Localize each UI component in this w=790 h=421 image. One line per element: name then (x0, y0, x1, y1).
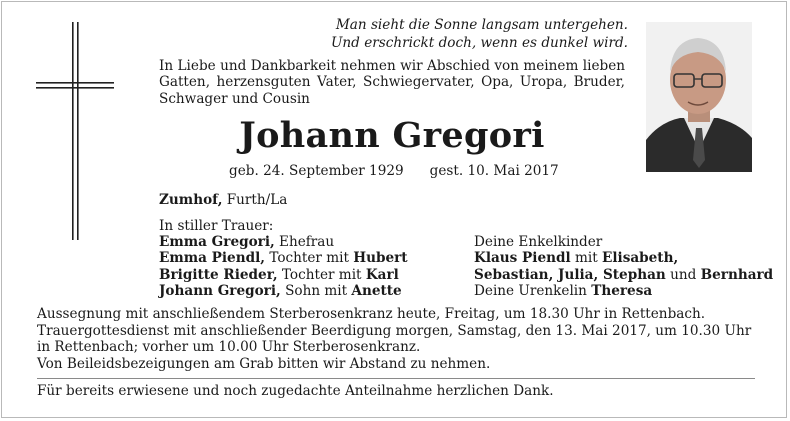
mourner-line (159, 234, 408, 250)
death-date: gest. 10. Mai 2017 (429, 163, 559, 179)
mourner-names: Sebastian, Julia, Stephan (474, 266, 666, 283)
service-line: Trauergottesdienst mit anschließender Beerdigung morgen, Samstag, den 13. Mai 2017, um 10.30 Uhr in Rettenbach; vorher um 10.00 Uhr Sterberosenkranz. (37, 322, 752, 356)
portrait-photo (646, 22, 752, 172)
mourners-left (159, 234, 408, 300)
mourner-partner: Anette (351, 283, 402, 300)
residence (159, 191, 287, 209)
intro-text: In Liebe und Dankbarkeit nehmen wir Abschied von meinem lieben Gatten, herzensguten Vater, Schwiegervater, Opa, Uropa, Bruder, Schwager und Cousin (159, 58, 625, 107)
mourner-relation: Sohn mit (280, 283, 352, 300)
service-line: Aussegnung mit anschließendem Sterberosenkranz heute, Freitag, um 18.30 Uhr in Rettenbach. (37, 306, 706, 322)
service-line: Von Beileidsbezeigungen am Grab bitten wir Abstand zu nehmen. (37, 355, 491, 372)
mourner-partner: Hubert (353, 250, 408, 267)
mourner-name: Klaus Piendl (474, 250, 571, 267)
mourner-name: Emma Piendl, (159, 250, 265, 267)
mourner-relation: Tochter mit (265, 250, 354, 267)
mourner-line (159, 267, 408, 283)
deceased-name: Johann Gregori (239, 115, 545, 156)
mourner-name: Johann Gregori, (159, 283, 281, 300)
great-granddaughter-label: Deine Urenkelin (474, 283, 592, 300)
mourner-partner: Elisabeth, (602, 250, 679, 267)
mourners-right (474, 234, 773, 300)
mourner-partner: Karl (365, 266, 399, 283)
mourner-name: Brigitte Rieder, (159, 266, 278, 283)
mourner-name: Theresa (591, 283, 653, 300)
cross-icon (36, 22, 114, 240)
mourner-line (159, 283, 408, 299)
life-dates (229, 162, 559, 180)
mourner-line (474, 267, 773, 283)
mourner-relation: mit (570, 250, 602, 267)
mourner-relation: Tochter mit (277, 266, 366, 283)
residence-town: Furth/La (222, 192, 288, 208)
mourning-heading: In stiller Trauer: (159, 218, 274, 234)
quote-line-2: Und erschrickt doch, wenn es dunkel wird. (330, 35, 628, 51)
mourner-line (474, 283, 773, 299)
mourner-conjunction: und (665, 266, 701, 283)
mourner-name: Emma Gregori, (159, 234, 275, 250)
birth-date: geb. 24. September 1929 (229, 163, 404, 179)
quote-line-1: Man sieht die Sonne langsam untergehen. (335, 17, 628, 33)
mourner-line (159, 250, 408, 266)
mourner-relation: Ehefrau (274, 234, 335, 250)
mourner-name: Bernhard (700, 266, 774, 283)
residence-village: Zumhof, (159, 192, 223, 208)
grandchildren-label: Deine Enkelkinder (474, 234, 603, 250)
mourner-line (474, 250, 773, 266)
thanks-text: Für bereits erwiesene und noch zugedachte Anteilnahme herzlichen Dank. (37, 383, 554, 399)
service-info (37, 306, 755, 372)
quote (331, 16, 628, 52)
divider (37, 378, 755, 379)
